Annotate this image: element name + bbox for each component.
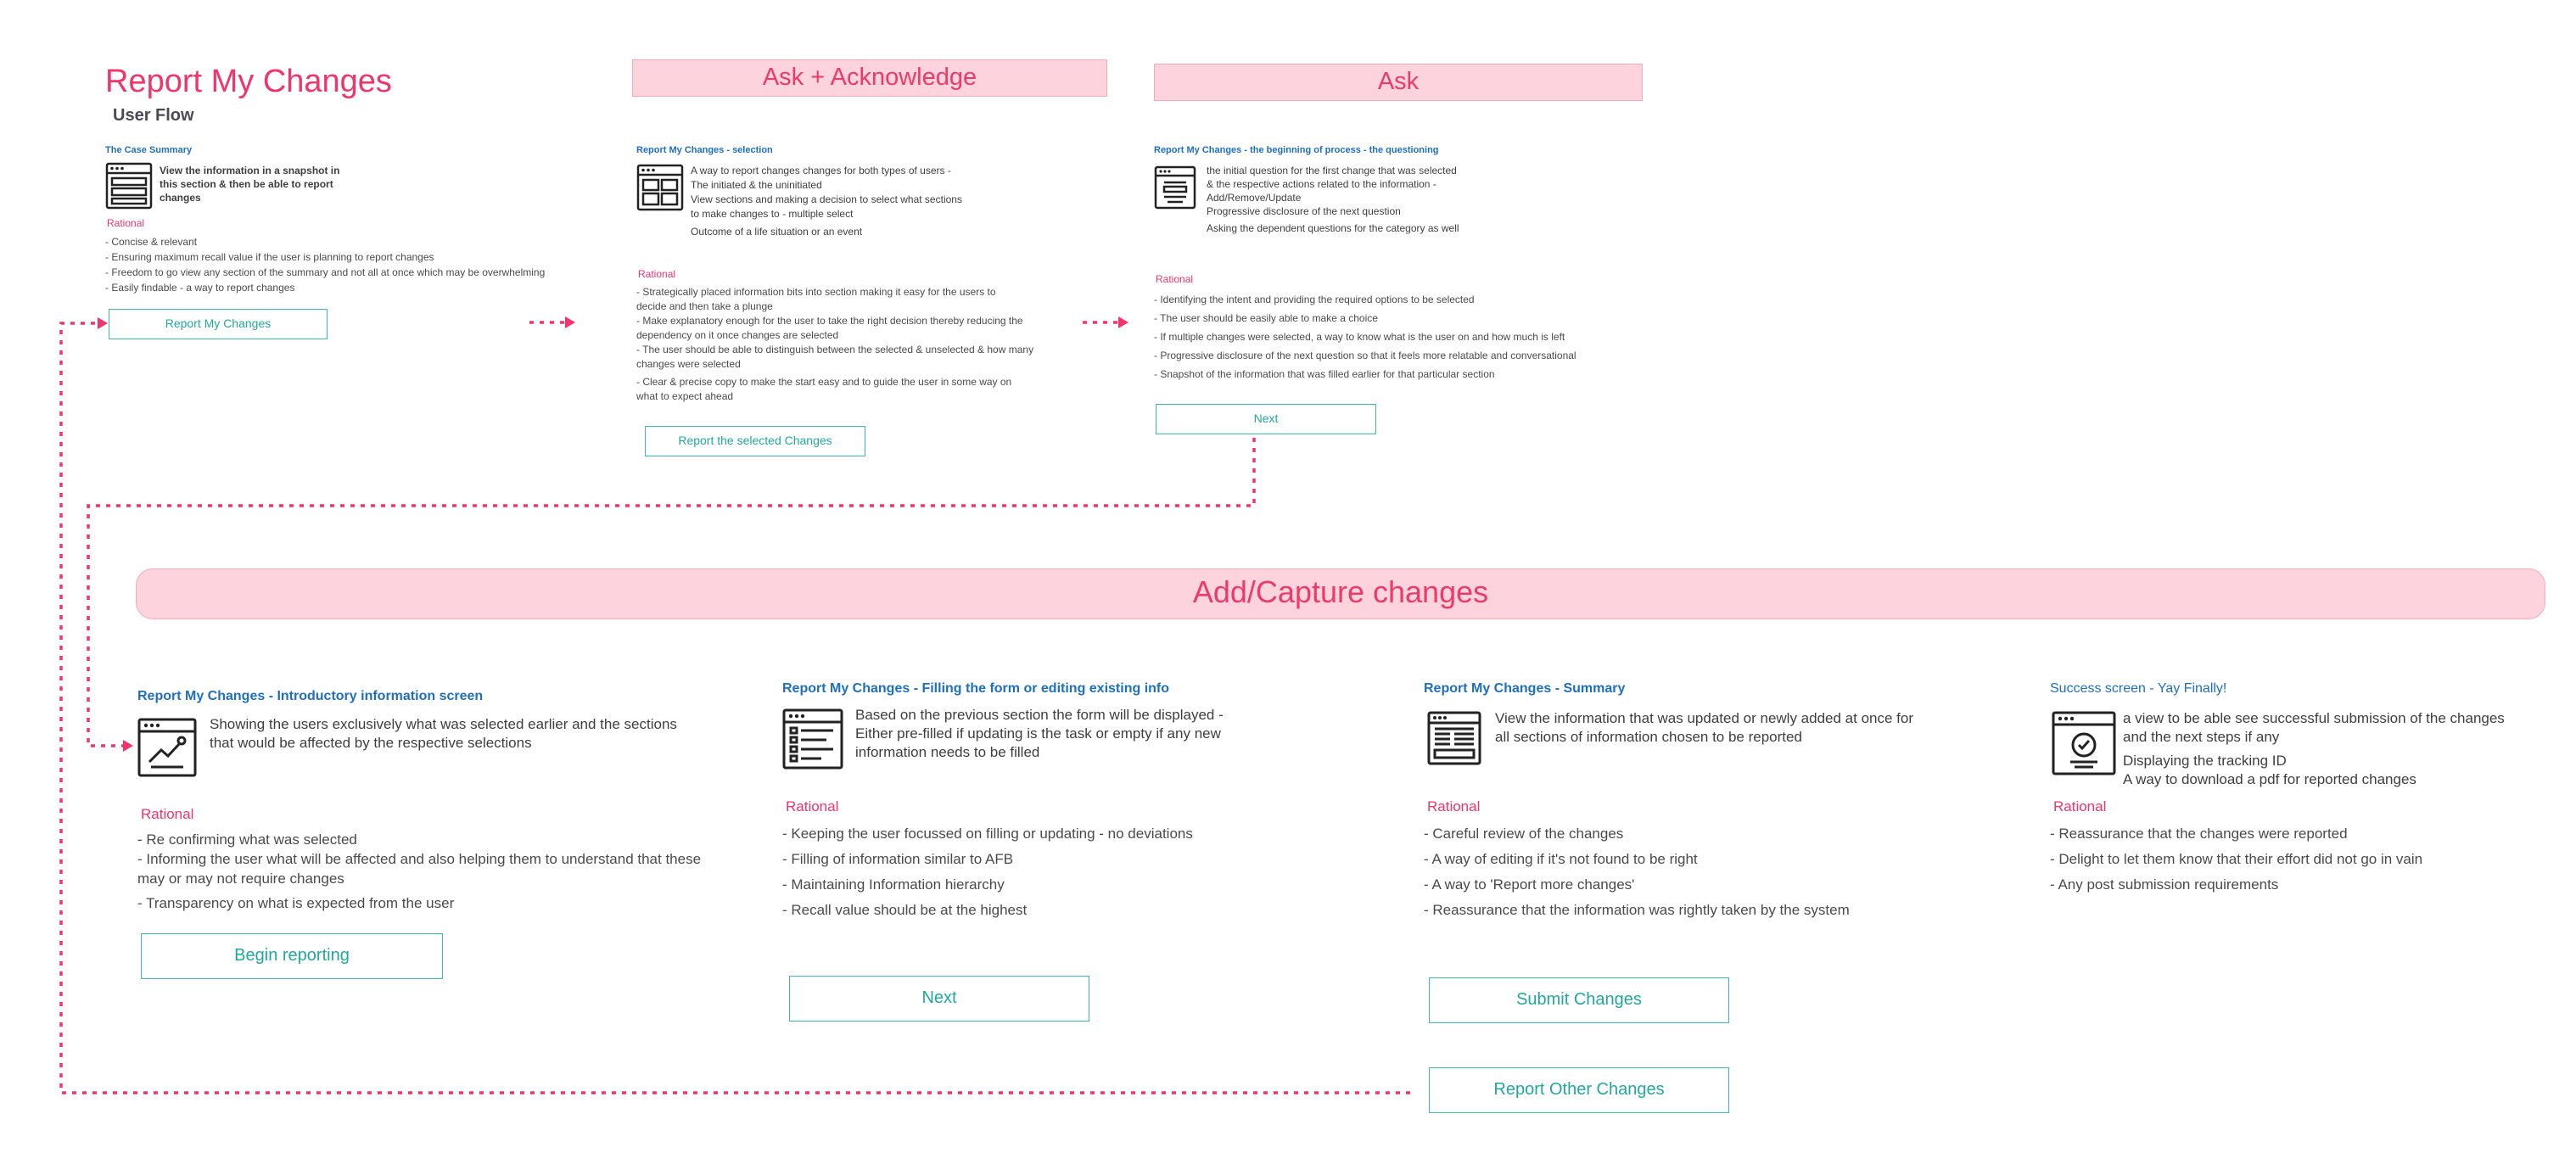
rational-label: Rational	[638, 268, 676, 280]
step-desc-line: Displaying the tracking ID	[2123, 753, 2287, 769]
report-my-changes-button[interactable]: Report My Changes	[109, 309, 328, 339]
rationale-item: - A way of editing if it's not found to be right	[1424, 851, 1698, 867]
step-desc-line: Add/Remove/Update	[1207, 192, 1302, 204]
form-fields-icon	[782, 708, 843, 770]
rationale-item: - Clear & precise copy to make the start easy and to guide the user in some way on	[636, 376, 1012, 388]
rationale-item: - Make explanatory enough for the user to take the right decision thereby reducing the	[636, 315, 1023, 327]
rationale-item: dependency on it once changes are selected	[636, 329, 839, 341]
banner-ask: Ask	[1154, 64, 1643, 101]
next-button-ask[interactable]: Next	[1156, 404, 1376, 434]
rationale-item: - Progressive disclosure of the next question so that it feels more relatable and conversational	[1154, 350, 1576, 361]
rationale-item: - Re confirming what was selected	[137, 831, 357, 848]
rationale-item: - Keeping the user focussed on filling or updating - no deviations	[782, 826, 1193, 842]
question-form-icon	[1154, 165, 1196, 210]
arrowhead	[98, 317, 108, 329]
grid-layout-icon	[636, 164, 684, 211]
rational-label: Rational	[1427, 798, 1481, 815]
rationale-item: - Concise & relevant	[105, 236, 198, 248]
step-desc-line: the initial question for the first change that was selected	[1207, 165, 1457, 176]
rationale-item: changes were selected	[636, 358, 741, 370]
step-desc-line: Asking the dependent questions for the category as well	[1207, 222, 1459, 234]
begin-reporting-button[interactable]: Begin reporting	[141, 933, 443, 979]
rationale-item: - Transparency on what is expected from the user	[137, 895, 455, 911]
rationale-item: - Reassurance that the changes were reported	[2050, 826, 2348, 842]
rationale-item: - Delight to let them know that their effort did not go in vain	[2050, 851, 2423, 867]
next-button-form[interactable]: Next	[789, 976, 1089, 1022]
rationale-item: - The user should be easily able to make a choice	[1154, 312, 1378, 324]
report-selected-changes-button[interactable]: Report the selected Changes	[645, 426, 865, 456]
banner-add-capture: Add/Capture changes	[136, 568, 2545, 619]
rationale-item: what to expect ahead	[636, 390, 734, 402]
rationale-item: - Identifying the intent and providing the required options to be selected	[1154, 294, 1475, 305]
report-other-changes-button[interactable]: Report Other Changes	[1429, 1067, 1729, 1113]
step-desc-line: & the respective actions related to the information -	[1207, 178, 1436, 190]
rationale-item: - Reassurance that the information was rightly taken by the system	[1424, 902, 1850, 918]
arrowhead	[565, 316, 575, 328]
banner-ask-acknowledge: Ask + Acknowledge	[632, 59, 1107, 97]
step-desc-line: this section & then be able to report	[160, 178, 333, 190]
rationale-item: - Filling of information similar to AFB	[782, 851, 1014, 867]
success-check-icon	[2052, 711, 2116, 775]
step-desc-line: Based on the previous section the form will be displayed -	[855, 707, 1224, 723]
page-subtitle: User Flow	[113, 106, 194, 125]
step-desc-line: Either pre-filled if updating is the task or empty if any new	[855, 725, 1221, 742]
step-desc-line: information needs to be filled	[855, 744, 1040, 760]
rationale-item: decide and then take a plunge	[636, 300, 773, 312]
rationale-item: - Informing the user what will be affected and also helping them to understand that these	[137, 851, 702, 867]
rational-label: Rational	[2053, 798, 2107, 815]
step-title-form: Report My Changes - Filling the form or editing existing info	[782, 681, 1170, 696]
summary-list-icon	[105, 162, 153, 210]
step-title-success: Success screen - Yay Finally!	[2050, 681, 2227, 696]
rationale-item: - A way to 'Report more changes'	[1424, 876, 1635, 893]
step-desc-line: A way to report changes changes for both types of users -	[691, 165, 951, 176]
rationale-item: - Careful review of the changes	[1424, 826, 1624, 842]
rationale-item: may or may not require changes	[137, 871, 344, 887]
rational-label: Rational	[786, 798, 839, 815]
image-chart-icon	[137, 718, 197, 777]
arrowhead	[123, 740, 133, 752]
arrowhead	[1118, 316, 1128, 328]
step-desc-line: to make changes to - multiple select	[691, 208, 854, 220]
step-title-summary: Report My Changes - Summary	[1424, 681, 1626, 696]
rationale-item: - Ensuring maximum recall value if the user is planning to report changes	[105, 251, 434, 263]
step-title-selection: Report My Changes - selection	[636, 145, 773, 155]
step-desc-line: The initiated & the uninitiated	[691, 179, 822, 191]
summary-document-icon	[1427, 711, 1481, 765]
rational-label: Rational	[1156, 273, 1194, 285]
step-desc-line: A way to download a pdf for reported changes	[2123, 771, 2416, 787]
step-desc-line: View sections and making a decision to select what sections	[691, 193, 962, 205]
step-desc-line: Showing the users exclusively what was selected earlier and the sections	[210, 716, 677, 732]
rational-label: Rational	[107, 217, 145, 229]
step-title-intro: Report My Changes - Introductory information screen	[137, 689, 484, 703]
step-desc-line: that would be affected by the respective selections	[210, 735, 532, 751]
rationale-item: - Freedom to go view any section of the summary and not all at once which may be overwhelming	[105, 266, 546, 278]
step-title-questioning: Report My Changes - the beginning of process - the questioning	[1154, 145, 1439, 155]
rationale-item: - Any post submission requirements	[2050, 876, 2279, 893]
rationale-item: - Recall value should be at the highest	[782, 902, 1028, 918]
step-desc-line: Progressive disclosure of the next question	[1207, 205, 1401, 217]
rationale-item: - Strategically placed information bits into section making it easy for the users to	[636, 286, 996, 298]
rationale-item: - Snapshot of the information that was filled earlier for that particular section	[1154, 368, 1495, 380]
step-title-case-summary: The Case Summary	[105, 145, 193, 155]
rationale-item: - Easily findable - a way to report changes	[105, 282, 295, 294]
rational-label: Rational	[141, 806, 194, 822]
step-desc-line: a view to be able see successful submission of the changes	[2123, 710, 2505, 726]
step-desc-line: View the information in a snapshot in	[160, 165, 340, 176]
step-desc-line: Outcome of a life situation or an event	[691, 226, 863, 238]
step-desc-line: View the information that was updated or newly added at once for	[1495, 710, 1913, 726]
rationale-item: - Maintaining Information hierarchy	[782, 876, 1005, 893]
page-title: Report My Changes	[105, 64, 392, 99]
rationale-item: - If multiple changes were selected, a way to know what is the user on and how much is left	[1154, 331, 1565, 343]
step-desc-line: changes	[160, 192, 201, 204]
rationale-item: - The user should be able to distinguish between the selected & unselected & how many	[636, 344, 1034, 355]
submit-changes-button[interactable]: Submit Changes	[1429, 977, 1729, 1023]
step-desc-line: all sections of information chosen to be reported	[1495, 729, 1802, 745]
step-desc-line: and the next steps if any	[2123, 729, 2280, 745]
